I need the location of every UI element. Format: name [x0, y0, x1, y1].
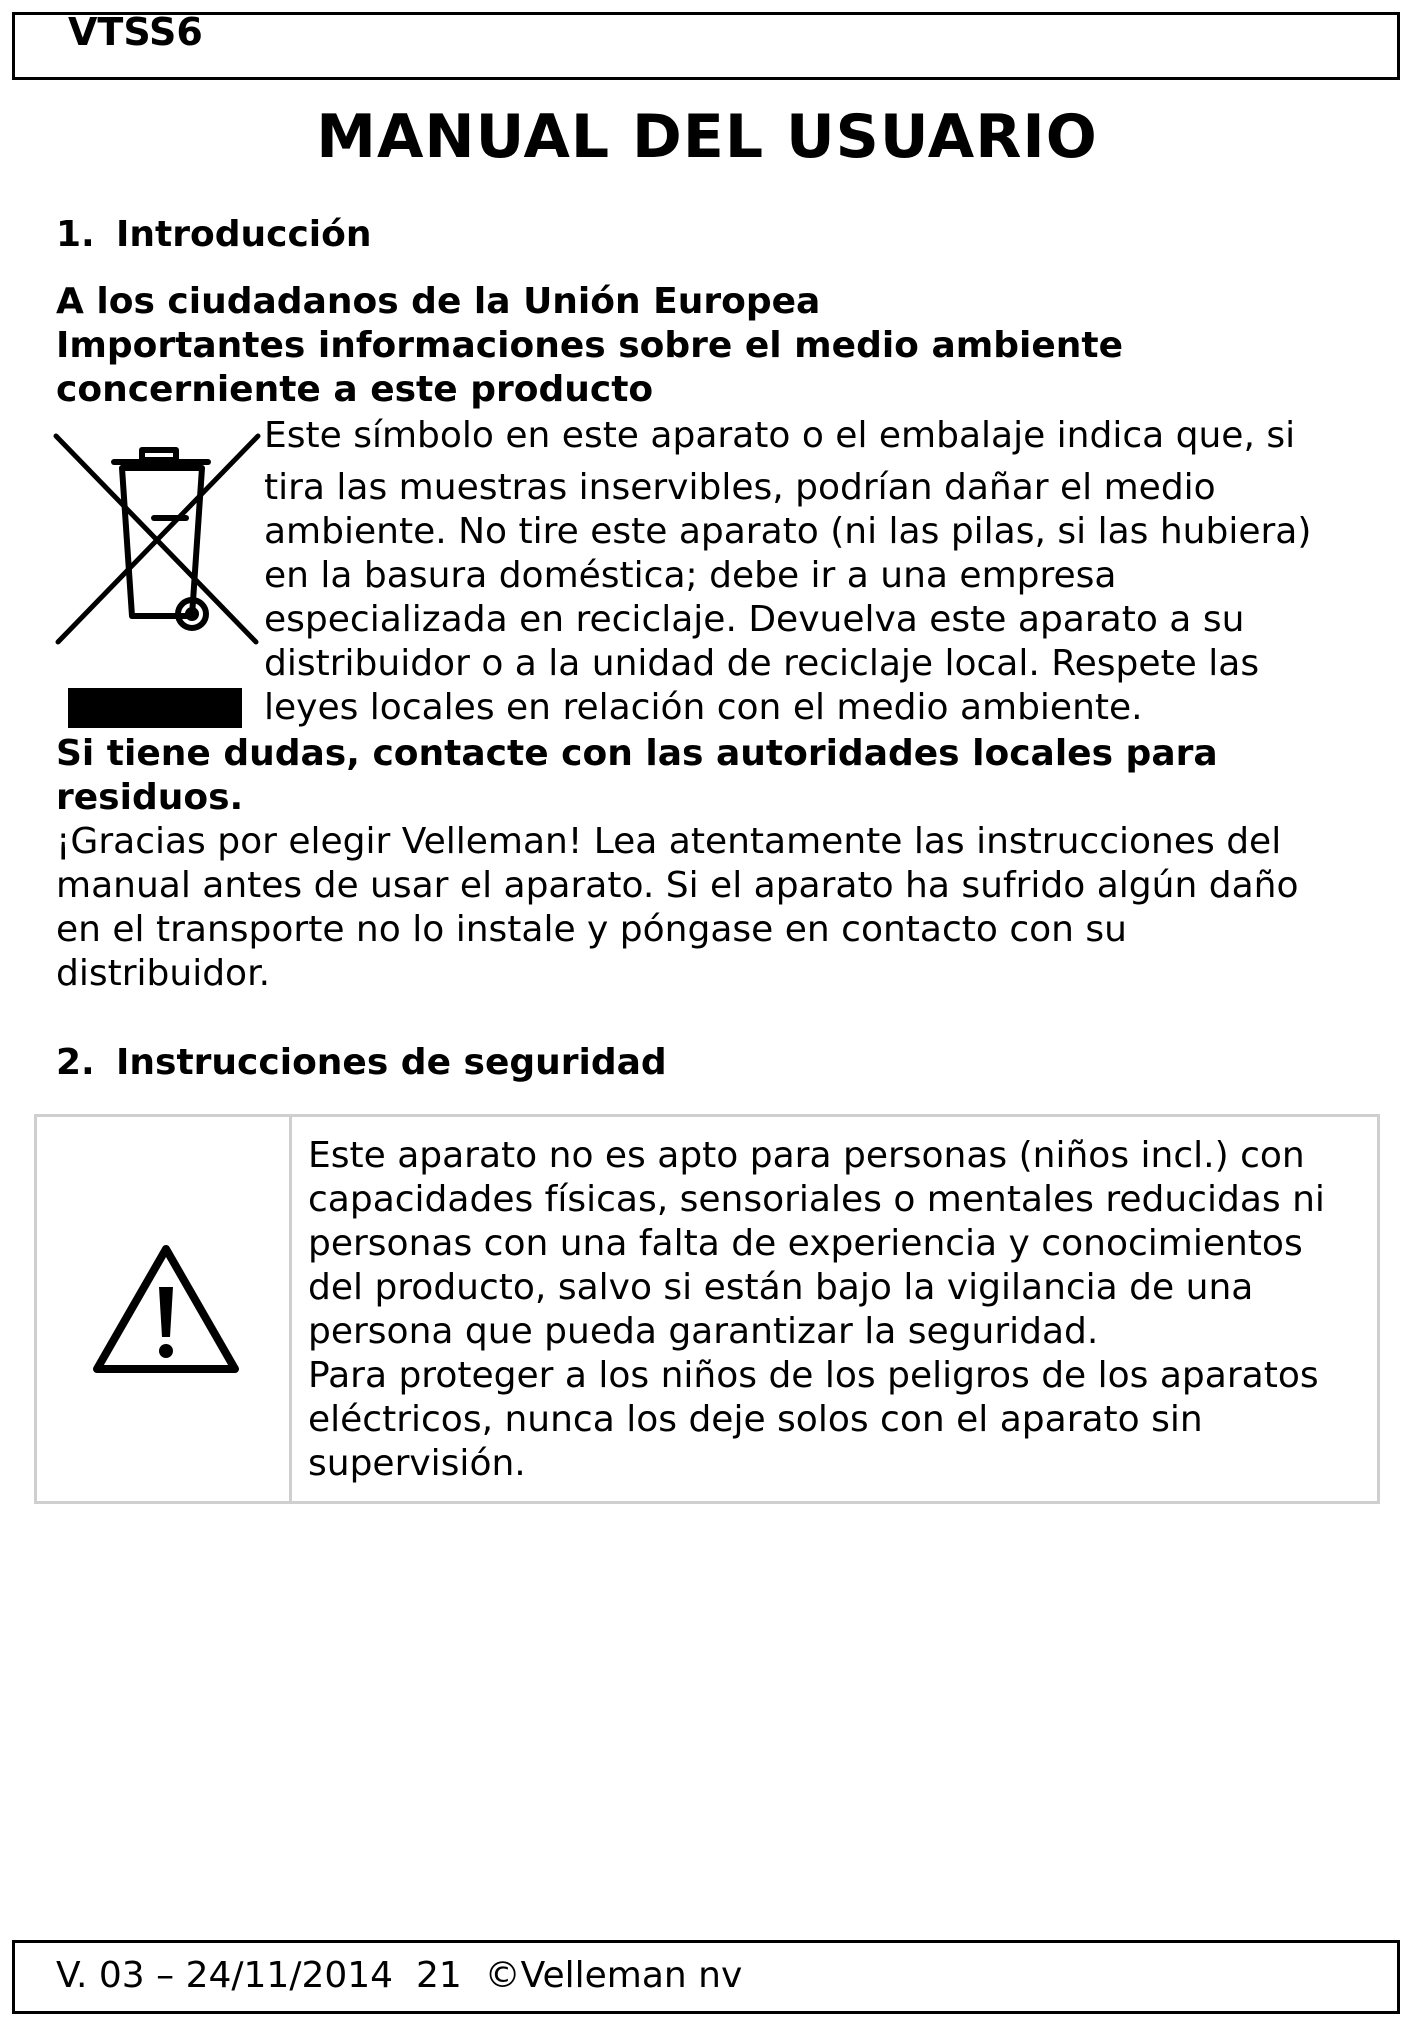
header-box — [12, 12, 1400, 80]
weee-text-line-6: distribuidor o a la unidad de reciclaje local. Respete las — [264, 643, 1260, 684]
warning-triangle-icon — [91, 1241, 241, 1377]
eu-heading-line-3: concerniente a este producto — [56, 369, 654, 410]
thanks-line-2: manual antes de usar el aparato. Si el aparato ha sufrido algún daño — [56, 865, 1299, 906]
thanks-line-4: distribuidor. — [56, 953, 271, 994]
warning-text-line-7: eléctricos, nunca los deje solos con el aparato sin — [308, 1399, 1203, 1440]
model-number: VTSS6 — [68, 10, 203, 54]
thanks-line-1: ¡Gracias por elegir Velleman! Lea atentamente las instrucciones del — [56, 821, 1282, 862]
warning-text-line-8: supervisión. — [308, 1443, 526, 1484]
section-1-heading — [56, 213, 372, 257]
table-divider — [289, 1117, 292, 1501]
weee-text-line-1: Este símbolo en este aparato o el embalaje indica que, si — [264, 415, 1296, 456]
warning-text-line-6: Para proteger a los niños de los peligros de los aparatos — [308, 1355, 1319, 1396]
page-title: MANUAL DEL USUARIO — [316, 102, 1098, 172]
eu-heading-line-1: A los ciudadanos de la Unión Europea — [56, 281, 821, 322]
doubts-line-2: residuos. — [56, 777, 244, 818]
weee-crossed-bin-icon — [52, 432, 262, 652]
warning-text-line-4: del producto, salvo si están bajo la vigilancia de una — [308, 1267, 1254, 1308]
weee-text-line-4: en la basura doméstica; debe ir a una empresa — [264, 555, 1117, 596]
footer-page-number: 21 — [415, 1955, 462, 1996]
weee-text-line-2: tira las muestras inservibles, podrían dañar el medio — [264, 467, 1216, 508]
warning-text-line-3: personas con una falta de experiencia y conocimientos — [308, 1223, 1303, 1264]
section-1-title: Introducción — [116, 214, 372, 255]
footer-copyright: ©Velleman nv — [484, 1955, 743, 1996]
weee-text-line-3: ambiente. No tire este aparato (ni las pilas, si las hubiera) — [264, 511, 1312, 552]
warning-text-line-2: capacidades físicas, sensoriales o mentales reducidas ni — [308, 1179, 1325, 1220]
section-1-number: 1. — [56, 214, 95, 255]
footer-line — [56, 1954, 742, 1998]
section-2-heading — [56, 1041, 667, 1085]
doubts-line-1: Si tiene dudas, contacte con las autoridades locales para — [56, 733, 1218, 774]
weee-text-line-5: especializada en reciclaje. Devuelva este aparato a su — [264, 599, 1245, 640]
thanks-line-3: en el transporte no lo instale y póngase en contacto con su — [56, 909, 1127, 950]
section-2-number: 2. — [56, 1042, 95, 1083]
weee-underline-bar — [68, 688, 242, 728]
warning-text-line-1: Este aparato no es apto para personas (niños incl.) con — [308, 1135, 1305, 1176]
warning-text-line-5: persona que pueda garantizar la seguridad. — [308, 1311, 1099, 1352]
section-2-title: Instrucciones de seguridad — [116, 1042, 667, 1083]
eu-heading-line-2: Importantes informaciones sobre el medio ambiente — [56, 325, 1124, 366]
footer-version: V. 03 – 24/11/2014 — [56, 1955, 394, 1996]
weee-text-line-7: leyes locales en relación con el medio ambiente. — [264, 687, 1143, 728]
